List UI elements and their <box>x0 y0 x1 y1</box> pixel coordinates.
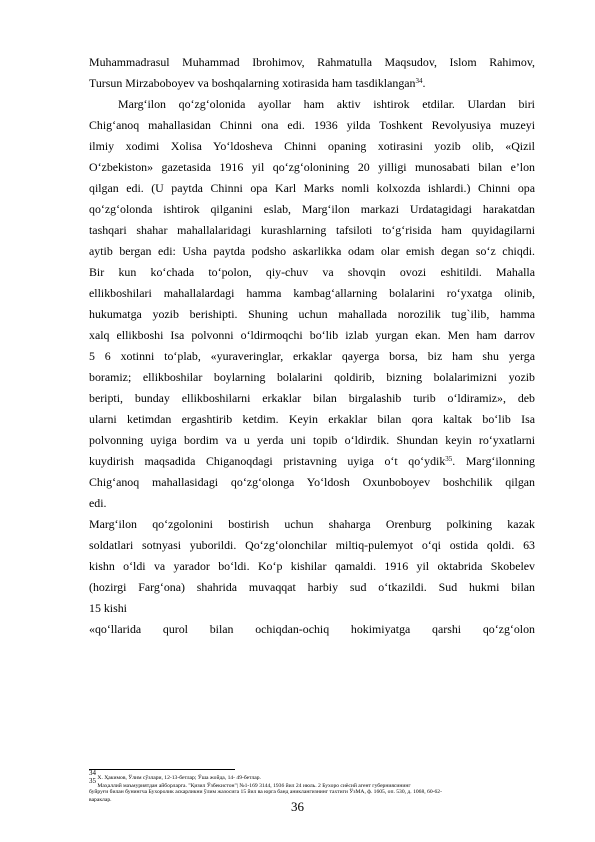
body-line: kuydirish maqsadida Chiganoqdagi pristavning uyiga o‘t qo‘ydik$^{35}$. Marg‘ilonning <box>89 454 535 468</box>
body-line: Tursun Mirzaboboyev va boshqalarning xotirasida ham tasdiklangan$^{34}$. <box>89 76 426 90</box>
body-line: Chig‘anoq mahallasidan Chinni ona edi. 1936 yilda Toshkent Revolyusiya muzeyi <box>89 118 535 132</box>
body-line: Chig‘anoq mahallasidagi qo‘zg‘olonga Yo‘ldosh Oxunboboyev boshchilik qilgan <box>89 475 535 489</box>
body-line: ularni ketimdan ergashtirib ketdim. Keyin erkaklar bilan qora kaltak bo‘lib Isa <box>89 412 535 426</box>
page-number: 36 <box>291 799 304 814</box>
body-line: tashqari shahar mahallalaridagi kurashlarning tafsiloti to‘g‘risida ham quyidagilarni <box>89 223 535 237</box>
body-line: Marg‘ilon qo‘zg‘olonida ayollar ham aktiv ishtirok etdilar. Ulardan biri <box>118 97 535 111</box>
footnote-ref-35: 35 <box>445 455 453 463</box>
footnote-divider <box>89 769 235 770</box>
body-line: 5 6 xotinni to‘plab, «yuraveringlar, erkaklar qayerga borsa, biz ham shu yerga <box>89 349 535 363</box>
body-line: beripti, bunday ellikboshilarni erkaklar bilan birgalashib turib o‘ldiramiz», deb <box>89 391 535 405</box>
body-line: qo‘zg‘olonda ishtirok qilganini eslab, Marg‘ilon markazi Urdatagidagi harakatdan <box>89 202 535 216</box>
body-line: (hozirgi Farg‘ona) shahrida muvaqqat harbiy sud o‘tkazildi. Sud hukmi bilan <box>89 580 535 594</box>
body-line: «qo‘llarida qurol bilan ochiqdan-ochiq hokimiyatga qarshi qo‘zg‘olon <box>89 622 535 636</box>
body-line: edi. <box>89 496 107 510</box>
body-line: soldatlari sotnyasi yuborildi. Qo‘zg‘olonchilar miltiq-pulemyot o‘qi ostida qoldi. 63 <box>89 538 535 552</box>
body-line: Bir kun ko‘chada to‘polon, qiy-chuv va shovqin ovozi eshitildi. Mahalla <box>89 265 535 279</box>
footnote-35-cont: вараклар. <box>89 797 112 803</box>
body-line: polvonning uyiga bordim va u yerda uni topib o‘ldirdik. Shundan keyin ro‘yxatlarni <box>89 433 535 447</box>
footnote-34: $^{34}$ Х. Ҳакимов, Ўлим сўзлари, 12-13-бетлар; Ўша жойда, 14- 49-бетлар. <box>89 769 261 781</box>
body-line: Muhammadrasul Muhammad Ibrohimov, Rahmatulla Maqsudov, Islom Rahimov, <box>89 55 535 69</box>
body-line: hukumatga yozib berishipti. Shuning uchun mahallada norozilik tug`ilib, hamma <box>89 307 535 321</box>
footnote-35: $^{35}$ Маҳаллий маъмуриятдан айборларга. "Қизил Ўзбекистон"| №1-169 3144, 1936 йил 24 июль. 2 Бухоро сиёсий агент губерниясининг <box>89 777 411 789</box>
body-line: 15 kishi <box>89 601 127 615</box>
body-line: ellikboshilari mahallalardagi hamma kambag‘allarning bolalarini ro‘yxatga olinib, <box>89 286 535 300</box>
body-line: Marg‘ilon qo‘zgolonini bostirish uchun shaharga Orenburg polkining kazak <box>89 517 535 531</box>
body-line: qilgan edi. (U paytda Chinni opa Karl Marks nomli kolxozda ishlardi.) Chinni opa <box>89 181 535 195</box>
body-line: ilmiy xodimi Xolisa Yo‘ldosheva Chinni opaning xotirasini yozib olib, «Qizil <box>89 139 535 153</box>
body-line: kishn o‘ldi va yarador bo‘ldi. Ko‘p kishilar qamaldi. 1916 yil oktabrida Skobelev <box>89 559 535 573</box>
footnote-35-cont: буйруғи билан бунингча Бухоролик аскарликни ўлим жазосига 15 йил ва юрга банд аниклангизнинг тахтиги ЎзМА, ф. 1605, оп. 530, д. 1068, 60-62- <box>89 789 442 795</box>
body-line: O‘zbekiston» gazetasida 1916 yil qo‘zg‘olonining 20 yilligi munosabati bilan e’lon <box>89 160 535 174</box>
body-line: boramiz; ellikboshilar boylarning bolalarini qoldirib, bizning bolalarimizni yozib <box>89 370 535 384</box>
body-line: aytib bergan edi: Usha paytda podsho askarlikka odam olar emish degan so‘z chiqdi. <box>89 244 535 258</box>
body-line: xalq ellikboshi Isa polvonni o‘ldirmoqchi bo‘lib izlab yurgan ekan. Men ham darrov <box>89 328 535 342</box>
footnote-ref-34: 34 <box>415 77 423 85</box>
